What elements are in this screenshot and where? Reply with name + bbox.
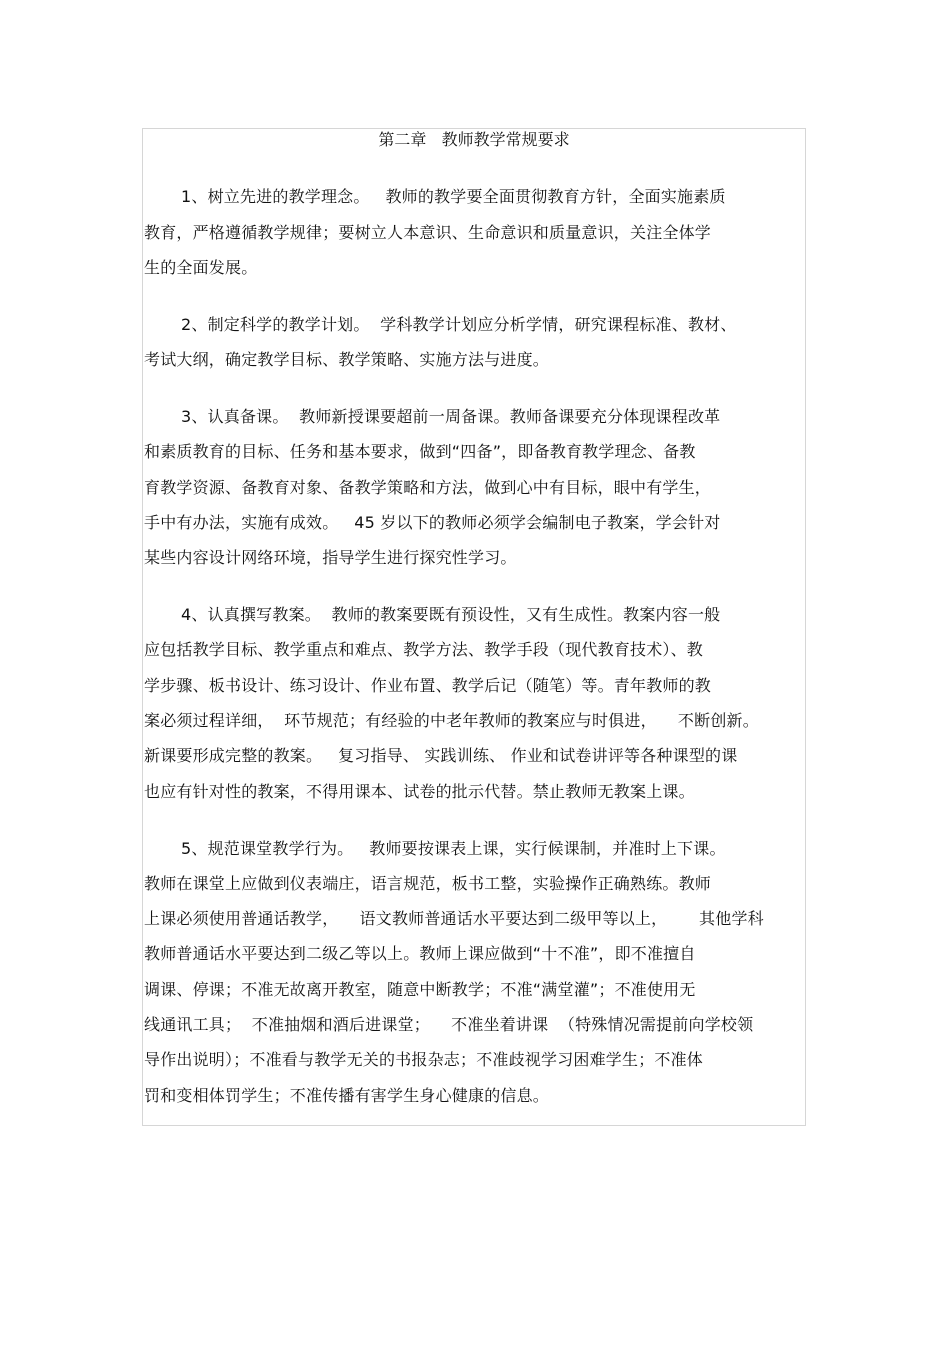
section-3-line-3: 育教学资源、备教育对象、备教学策略和方法，做到心中有目标，眼中有学生， [144,478,712,497]
section-5-line-8: 罚和变相体罚学生；不准传播有害学生身心健康的信息。 [144,1086,550,1105]
section-4-line-3: 学步骤、板书设计、练习设计、作业布置、教学后记（随笔）等。青年教师的教 [144,676,712,695]
section-4-line-1: 4、认真撰写教案。 教师的教案要既有预设性，又有生成性。教案内容一般 [181,605,721,624]
section-5-line-6: 线通讯工具； 不准抽烟和酒后进课堂； 不准坐着讲课 （特殊情况需提前向学校领 [144,1015,754,1034]
section-2-line-2: 考试大纲，确定教学目标、教学策略、实施方法与进度。 [144,350,550,369]
section-5-line-5: 调课、停课；不准无故离开教室，随意中断教学；不准“满堂灌”；不准使用无 [144,980,696,999]
section-1-line-3: 生的全面发展。 [144,258,258,277]
section-5-line-4: 教师普通话水平要达到二级乙等以上。教师上课应做到“十不准”，即不准擅自 [144,944,696,963]
section-1-line-1: 1、树立先进的教学理念。 教师的教学要全面贯彻教育方针，全面实施素质 [181,187,726,206]
section-3-line-1: 3、认真备课。 教师新授课要超前一周备课。教师备课要充分体现课程改革 [181,407,721,426]
section-4-line-4: 案必须过程详细， 环节规范；有经验的中老年教师的教案应与时俱进， 不断创新。 [144,711,759,730]
section-5-line-7: 导作出说明）；不准看与教学无关的书报杂志；不准歧视学习困难学生；不准体 [144,1050,704,1069]
section-3-line-2: 和素质教育的目标、任务和基本要求，做到“四备”，即备教育教学理念、备教 [144,442,696,461]
section-5-line-2: 教师在课堂上应做到仪表端庄，语言规范，板书工整，实验操作正确熟练。教师 [144,874,712,893]
section-4-line-5: 新课要形成完整的教案。 复习指导、 实践训练、 作业和试卷讲评等各种课型的课 [144,746,738,765]
section-3-line-4: 手中有办法，实施有成效。 45 岁以下的教师必须学会编制电子教案，学会针对 [144,513,721,532]
section-4-line-2: 应包括教学目标、教学重点和难点、教学方法、教学手段（现代教育技术）、教 [144,640,704,659]
section-2-line-1: 2、制定科学的教学计划。 学科教学计划应分析学情，研究课程标准、教材、 [181,315,737,334]
section-1-line-2: 教育，严格遵循教学规律；要树立人本意识、生命意识和质量意识，关注全体学 [144,223,712,242]
section-5-line-1: 5、规范课堂教学行为。 教师要按课表上课，实行候课制，并准时上下课。 [181,839,726,858]
chapter-title: 第二章 教师教学常规要求 [378,130,570,149]
section-3-line-5: 某些内容设计网络环境，指导学生进行探究性学习。 [144,548,517,567]
section-4-line-6: 也应有针对性的教案，不得用课本、试卷的批示代替。禁止教师无教案上课。 [144,782,695,801]
section-5-line-3: 上课必须使用普通话教学， 语文教师普通话水平要达到二级甲等以上， 其他学科 [144,909,764,928]
